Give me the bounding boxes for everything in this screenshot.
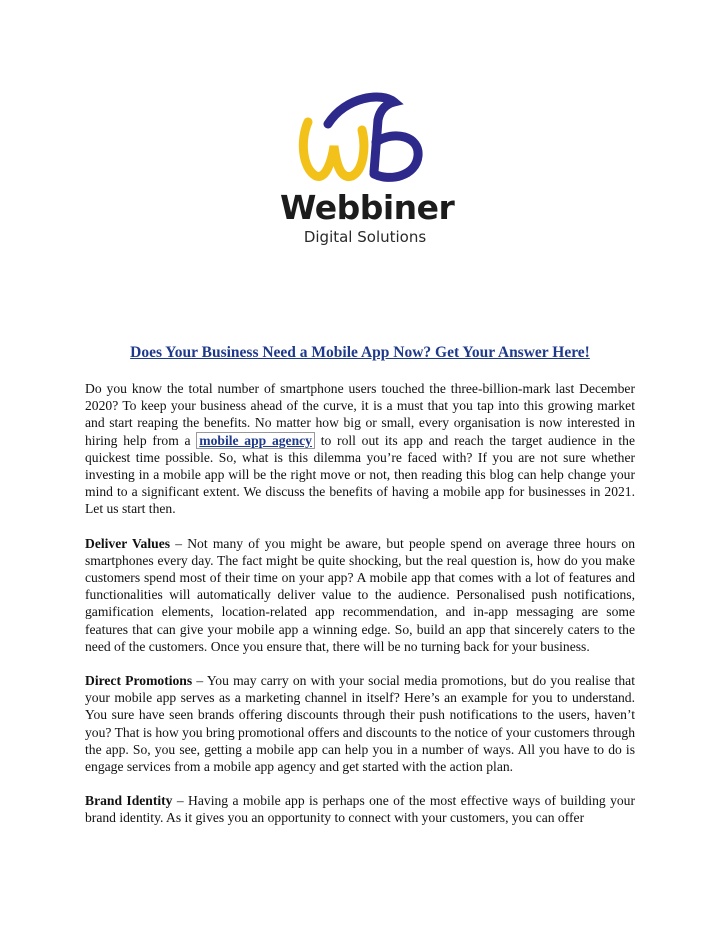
intro-text-after: to roll out its app and reach the target audience in the quickest time possible. So, what is this dilemma you’re faced with? If you are not sure whether investing in a mobile app will be the right move or not, then reading this blog can help change your mind to a significant extent. We discuss the benefits of having a mobile app for businesses in 2021. Let us start then. <box>85 432 635 517</box>
section-body: – You may carry on with your social media promotions, but do you realise that your mobile app serves as a marketing channel in itself? Here’s an example for you to understand. You sure have seen brands offering discounts through their push notifications to the users, haven’t you? That is how you bring promotional offers and discounts to the notice of your customers through the app. So, you see, getting a mobile app can help you in a number of ways. All you have to do is engage services from a mobile app agency and get started with the action plan. <box>85 673 635 775</box>
section-body: – Not many of you might be aware, but people spend on average three hours on smartphones every day. The fact might be quite shocking, but the real question is, how do you make customers spend most of their time on your app? A mobile app that comes with a lot of features and functionalities will automatically deliver value to the audience. Personalised push notifications, gamification elements, location-related app recommendation, and in-app messaging are some features that can give your mobile app a winning edge. So, build an app that sincerely caters to the need of the customers. Once you ensure that, there will be no turning back for your business. <box>85 535 635 654</box>
section-heading: Brand Identity <box>85 793 173 809</box>
intro-paragraph <box>85 380 635 518</box>
section-direct-promotions <box>85 672 635 775</box>
webbiner-logo-icon <box>290 90 440 190</box>
intro-text-before: Do you know the total number of smartphone users touched the three-billion-mark last December 2020? To keep your business ahead of the curve, it is a must that you tap into this growing market and start reaping the benefits. No matter how big or small, every organisation is now interested in hiring help from a <box>85 381 635 448</box>
section-brand-identity <box>85 792 635 826</box>
section-body: – Having a mobile app is perhaps one of the most effective ways of building your brand identity. As it gives you an opportunity to connect with your customers, you can offer <box>85 793 635 826</box>
section-heading: Direct Promotions <box>85 673 193 689</box>
section-deliver-values <box>85 535 635 655</box>
mobile-app-agency-link[interactable]: mobile app agency <box>196 432 315 449</box>
document-body <box>85 344 635 844</box>
brand-logo <box>280 90 455 250</box>
logo-tagline: Digital Solutions <box>303 228 427 246</box>
logo-wordmark: Webbiner <box>280 188 455 227</box>
section-heading: Deliver Values <box>85 535 171 551</box>
page-title: Does Your Business Need a Mobile App Now? Get Your Answer Here! <box>130 344 590 361</box>
